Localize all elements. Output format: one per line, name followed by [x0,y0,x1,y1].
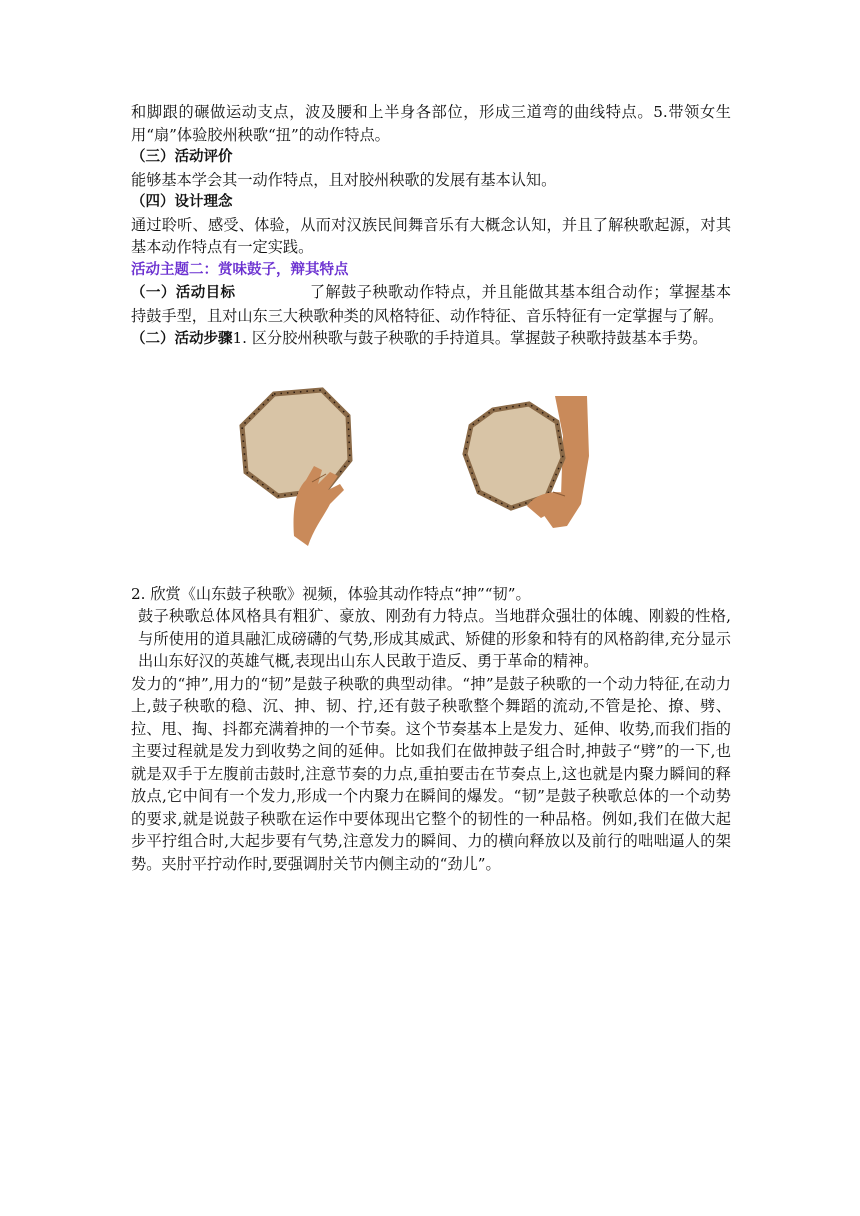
paragraph-design: 通过聆听、感受、体验，从而对汉族民间舞音乐有大概念认知，并且了解秧歌起源，对其基本动作特点有一定实践。 [131,215,731,256]
paragraph-force: 发力的“抻”,用力的“韧”是鼓子秧歌的典型动律。“抻”是鼓子秧歌的一个动力特征,在动力上,鼓子秧歌的稳、沉、抻、韧、拧,还有鼓子秧歌整个舞蹈的流动,不管是抡、撩、劈、拉、甩、掏、抖都充满着抻的一个节奏。这个节奏基本上是发力、延伸、收势,而我们指的主要过程就是发力到收势之间的延伸。比如我们在做抻鼓子组合时,抻鼓子“劈”的一下,也就是双手于左腹前击鼓时,注意节奏的力点,重拍要击在节奏点上,这也就是内聚力瞬间的释放点,它中间有一个发力,形成一个内聚力在瞬间的爆发。“韧”是鼓子秧歌总体的一个动势的要求,就是说鼓子秧歌在运作中要体现出它整个的韧性的一种品格。例如,我们在做大起步平拧组合时,大起步要有气势,注意发力的瞬间、力的横向释放以及前行的咄咄逼人的架势。夹肘平拧动作时,要强调肘关节内侧主动的“劲儿”。 [131,674,731,873]
paragraph-intro: 和脚跟的碾做运动支点，波及腰和上半身各部位，形成三道弯的曲线特点。5.带领女生用“扇”体验胶州秧歌“扭”的动作特点。 [131,103,731,144]
paragraph-step-two: 2. 欣赏《山东鼓子秧歌》视频，体验其动作特点“抻”“韧”。 [131,584,531,603]
steps-heading: （二）活动步骤 [131,331,233,347]
drum-held-by-arm-side-icon [457,396,597,546]
theme-two-title: 活动主题二：赏味鼓子，辩其特点 [131,261,349,278]
paragraph-goal [131,281,731,327]
paragraph-style: 鼓子秧歌总体风格具有粗犷、豪放、刚劲有力特点。当地群众强壮的体魄、刚毅的性格,与所使用的道具融汇成磅礴的气势,形成其威武、矫健的形象和特有的风格韵律,充分显示出山东好汉的英雄气概,表现出山东人民敢于造反、勇于革命的精神。 [138,607,731,670]
paragraph-evaluation: 能够基本学会其一动作特点，且对胶州秧歌的发展有基本认知。 [131,170,557,189]
section-heading-evaluation: （三）活动评价 [131,149,233,165]
drum-held-by-hand-below-icon [234,386,354,546]
paragraph-steps [131,327,731,351]
drum-images [131,351,731,583]
section-heading-design: （四）设计理念 [131,194,233,210]
steps-text: 1. 区分胶州秧歌与鼓子秧歌的手持道具。掌握鼓子秧歌持鼓基本手势。 [232,329,708,347]
goal-heading: （一）活动目标 [131,285,236,301]
document-body [131,101,731,875]
goal-text: 了解鼓子秧歌动作特点，并且能做其基本组合动作；掌握基本持鼓手型，且对山东三大秧歌种类的风格特征、动作特征、音乐特征有一定掌握与了解。 [131,283,732,325]
